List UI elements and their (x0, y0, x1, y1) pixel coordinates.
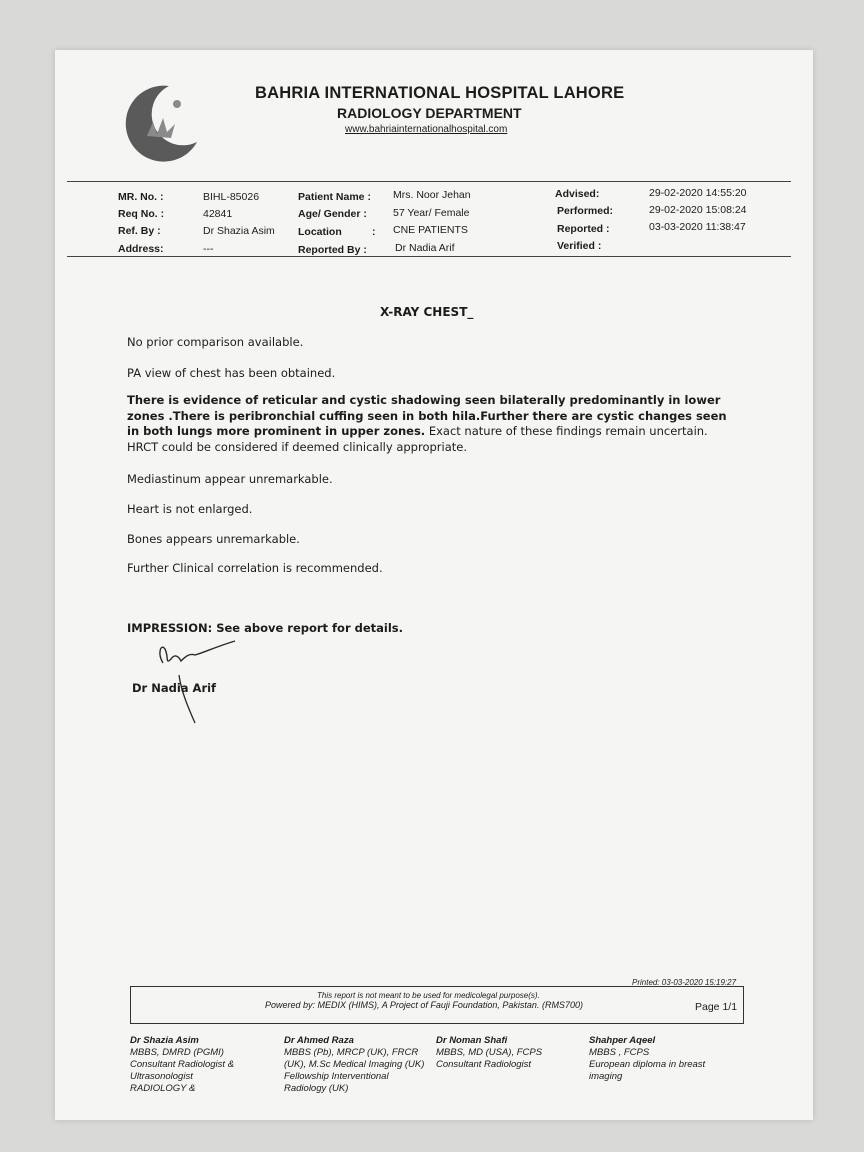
address-value: --- (203, 243, 214, 255)
report-page (55, 50, 813, 1120)
advised-value: 29-02-2020 14:55:20 (649, 187, 747, 199)
mr-value: BIHL-85026 (203, 191, 260, 203)
report-line-bones: Bones appears unremarkable. (127, 532, 300, 546)
hospital-website-link[interactable]: www.bahriainternationalhospital.com (345, 124, 508, 135)
report-line-view: PA view of chest has been obtained. (127, 366, 336, 380)
staff-qualification: Consultant Radiologist (436, 1059, 532, 1070)
report-findings (127, 393, 737, 455)
req-label: Req No. : (118, 208, 165, 220)
location-label: Location (298, 226, 342, 238)
hospital-logo-icon (117, 82, 201, 166)
age-gender-label: Age/ Gender : (298, 208, 367, 220)
age-gender-value: 57 Year/ Female (393, 207, 470, 219)
report-line-correlation: Further Clinical correlation is recommended. (127, 561, 383, 575)
findings-normal: Exact nature of these findings remain uncertain. HRCT could be considered if deemed clinically appropriate. (127, 424, 708, 454)
staff-qualification: RADIOLOGY & (130, 1083, 196, 1094)
staff-qualification: (UK), M.Sc Medical Imaging (UK) (284, 1059, 425, 1070)
report-line-heart: Heart is not enlarged. (127, 502, 253, 516)
patient-name-label: Patient Name : (298, 191, 371, 203)
staff-qualification: MBBS , FCPS (589, 1047, 650, 1058)
staff-member (436, 1035, 542, 1071)
staff-name: Dr Shazia Asim (130, 1035, 199, 1046)
signature-icon (145, 635, 240, 725)
ref-value: Dr Shazia Asim (203, 225, 275, 237)
header-top-rule (67, 181, 791, 182)
req-value: 42841 (203, 208, 233, 220)
signatory-name: Dr Nadia Arif (132, 681, 217, 695)
staff-name: Dr Noman Shafi (436, 1035, 508, 1046)
printed-timestamp: Printed: 03-03-2020 15:19:27 (632, 978, 737, 987)
staff-qualification: Ultrasonologist (130, 1071, 193, 1082)
reported-by-label: Reported By : (298, 244, 367, 256)
disclaimer-text: This report is not meant to be used for medicolegal purpose(s). (317, 991, 540, 1000)
reported-label: Reported : (557, 223, 610, 235)
patient-name-value: Mrs. Noor Jehan (393, 189, 471, 201)
report-title: X-RAY CHEST_ (380, 305, 474, 319)
ref-label: Ref. By : (118, 225, 161, 237)
advised-label: Advised: (555, 188, 600, 200)
findings-bold: There is evidence of reticular and cystic shadowing seen bilaterally predominantly in lower zones .There is peribronchial cuffing seen in both hila.Further there are cystic changes seen in both lungs more prominent in upper zones. (127, 393, 727, 438)
performed-value: 29-02-2020 15:08:24 (649, 204, 747, 216)
staff-name: Dr Ahmed Raza (284, 1035, 354, 1046)
verified-label: Verified : (557, 240, 602, 252)
staff-qualification: MBBS (Pb), MRCP (UK), FRCR (284, 1047, 419, 1058)
reported-value: 03-03-2020 11:38:47 (649, 221, 746, 233)
hospital-name: BAHRIA INTERNATIONAL HOSPITAL LAHORE (255, 84, 625, 102)
staff-qualification: Radiology (UK) (284, 1083, 349, 1094)
location-colon: : (372, 226, 376, 238)
report-line-mediastinum: Mediastinum appear unremarkable. (127, 472, 333, 486)
reported-by-value: Dr Nadia Arif (395, 242, 455, 254)
report-line-prior: No prior comparison available. (127, 335, 304, 349)
header-bottom-rule (67, 256, 791, 257)
impression: IMPRESSION: See above report for details. (127, 621, 404, 635)
staff-qualification: MBBS, DMRD (PGMI) (130, 1047, 224, 1058)
staff-qualification: European diploma in breast (589, 1059, 706, 1070)
address-label: Address: (118, 243, 164, 255)
staff-qualification: MBBS, MD (USA), FCPS (436, 1047, 543, 1058)
department-name: RADIOLOGY DEPARTMENT (337, 105, 522, 121)
mr-label: MR. No. : (118, 191, 164, 203)
location-value: CNE PATIENTS (393, 224, 468, 236)
staff-member (284, 1035, 424, 1095)
staff-member (130, 1035, 234, 1095)
staff-qualification: imaging (589, 1071, 623, 1082)
staff-qualification: Consultant Radiologist & (130, 1059, 235, 1070)
page-number: Page 1/1 (695, 1001, 738, 1013)
staff-name: Shahper Aqeel (589, 1035, 656, 1046)
powered-by-text: Powered by: MEDIX (HIMS), A Project of Fauji Foundation, Pakistan. (RMS700) (265, 1000, 583, 1010)
staff-qualification: Fellowship Interventional (284, 1071, 389, 1082)
staff-member (589, 1035, 705, 1083)
performed-label: Performed: (557, 205, 614, 217)
